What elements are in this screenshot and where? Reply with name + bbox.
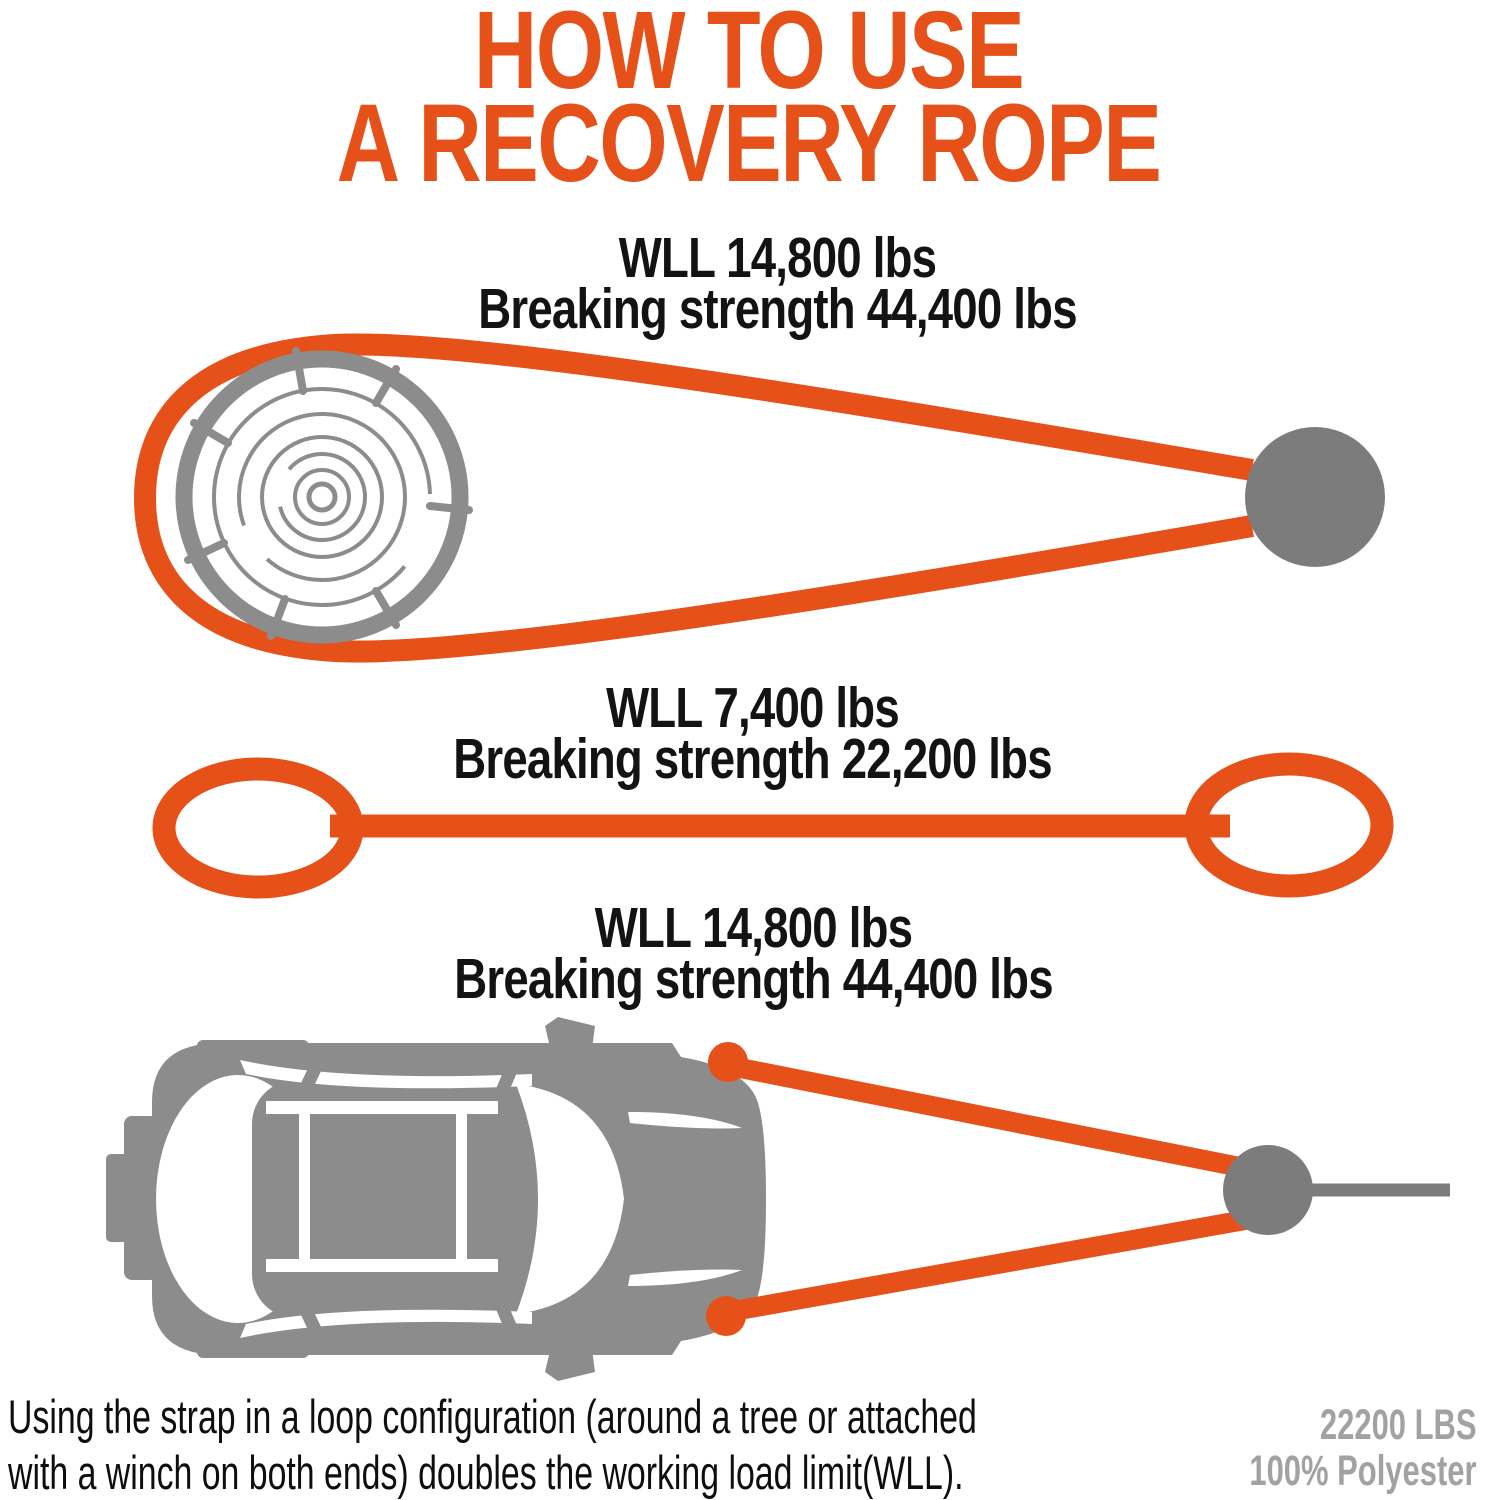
tree-anchor-diagram [145, 344, 1385, 651]
vehicle-tow-breaking-strength: Breaking strength 44,400 lbs [454, 947, 1053, 1011]
title-line-2: A RECOVERY ROPE [336, 82, 1161, 205]
tree-loop-label [212, 226, 1344, 341]
vehicle-tow-wll: WLL 14,800 lbs [594, 896, 913, 960]
tow-ball-icon [1245, 427, 1385, 567]
tree-loop-breaking-strength: Breaking strength 44,400 lbs [478, 277, 1077, 341]
title-line-1: HOW TO USE [473, 0, 1024, 112]
usage-note-line-1: Using the strap in a loop configuration (around a tree or attached [8, 1390, 977, 1443]
page-title [159, 0, 1337, 205]
usage-note [8, 1389, 977, 1500]
vehicle-tow-label [168, 896, 1338, 1011]
tree-log-icon [170, 345, 474, 649]
vehicle-tow-diagram [106, 1017, 1450, 1381]
tree-loop-wll: WLL 14,800 lbs [618, 226, 937, 290]
attachment-point-icon [706, 1296, 746, 1336]
tow-bridle-ropes [728, 1066, 1245, 1312]
usage-note-line-2: with a winch on both ends) doubles the working load limit(WLL). [8, 1446, 964, 1499]
attachment-point-icon [708, 1042, 748, 1082]
straight-strap-label [167, 676, 1339, 791]
tow-ball-icon [1223, 1145, 1313, 1235]
straight-strap-breaking-strength: Breaking strength 22,200 lbs [453, 727, 1052, 791]
straight-strap-wll: WLL 7,400 lbs [606, 676, 899, 740]
strap-eye-left-icon [164, 769, 352, 887]
spec-material: 100% Polyester [1249, 1447, 1477, 1495]
spec-capacity: 22200 LBS [1320, 1401, 1477, 1449]
product-spec [1250, 1402, 1477, 1494]
car-top-view-icon [106, 1017, 766, 1381]
